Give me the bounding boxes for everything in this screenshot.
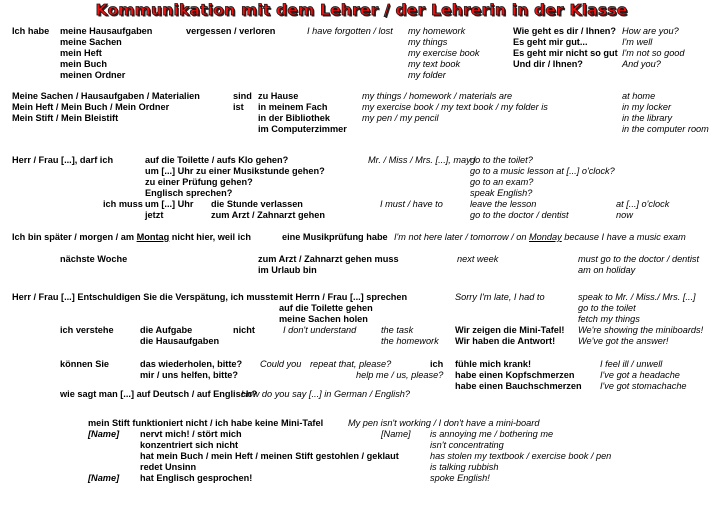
b7-complaint-de-0: nervt mich! / stört mich [140, 429, 242, 439]
b2-place-de-3: im Computerzimmer [258, 124, 347, 134]
block-koennen-sie [0, 359, 723, 407]
b3-action-en-0: go to the toilet? [470, 155, 533, 165]
b1-verb: vergessen / verloren [186, 26, 276, 36]
b5-tafel-en-1: We've got the answer! [578, 336, 669, 346]
b6-request-de-1: mir / uns helfen, bitte? [140, 370, 239, 380]
b2-en-subject-1: my exercise book / my text book / my folder is [362, 102, 548, 112]
b1-greeting-en-2: I'm not so good [622, 48, 685, 58]
b5-lead-de: Herr / Frau [...] Entschuldigen Sie die Verspätung, ich musste [12, 292, 279, 302]
block-darf-ich [0, 155, 723, 225]
b5-object-en-1: the homework [381, 336, 439, 346]
b4-alt-reason-en-1: am on holiday [578, 265, 636, 275]
b1-en-object-4: my folder [408, 70, 446, 80]
b3-muss-de: ich muss [103, 199, 143, 209]
b4-alt-time-en: next week [457, 254, 499, 264]
b1-object-2: mein Heft [60, 48, 102, 58]
b3-action-de-2: zu einer Prüfung gehen? [145, 177, 253, 187]
b2-verb-0: sind [233, 91, 252, 101]
b2-place-de-0: zu Hause [258, 91, 299, 101]
b1-greeting-en-1: I'm well [622, 37, 653, 47]
b7-name-label-de-0: [Name] [88, 429, 120, 439]
b5-action-en-0: speak to Mr. / Miss./ Mrs. [...] [578, 292, 696, 302]
b6-say-de: wie sagt man [...] auf Deutsch / auf Englisch? [60, 389, 258, 399]
b6-koennen-en: Could you [260, 359, 302, 369]
b7-pen-de: mein Stift funktioniert nicht / ich habe keine Mini-Tafel [88, 418, 324, 428]
b5-verstehe-en: I don't understand [283, 325, 357, 335]
block-entschuldigung [0, 292, 723, 350]
b3-time-de-0: um [...] Uhr [145, 199, 194, 209]
b5-action-de-0: mit Herrn / Frau [...] sprechen [279, 292, 408, 302]
b7-complaint-en-0: is annoying me / bothering me [430, 429, 554, 439]
b7-name-label-en-0: [Name] [381, 429, 411, 439]
b5-object-de-1: die Hausaufgaben [140, 336, 220, 346]
b3-muss-en: I must / have to [380, 199, 443, 209]
b4-reason-de: eine Musikprüfung habe [282, 232, 388, 242]
b7-complaint-de-1: konzentriert sich nicht [140, 440, 239, 450]
b6-feeling-de-1: habe einen Kopfschmerzen [455, 370, 575, 380]
b3-time-en-1: now [616, 210, 633, 220]
b7-complaint-de-2: hat mein Buch / mein Heft / meinen Stift gestohlen / geklaut [140, 451, 399, 461]
b4-lead-de-underline: Montag [136, 232, 170, 242]
b4-lead-en [394, 232, 686, 243]
b4-lead-en-post: because I have a music exam [561, 232, 686, 242]
b2-subject-2: Mein Stift / Mein Bleistift [12, 113, 119, 123]
b4-lead-de [12, 232, 251, 243]
b3-lead-de: Herr / Frau [...], darf ich [12, 155, 114, 165]
b4-lead-en-underline: Monday [529, 232, 562, 242]
b3-action-de-3: Englisch sprechen? [145, 188, 233, 198]
b1-en-object-3: my text book [408, 59, 461, 69]
b5-negation-de: nicht [233, 325, 255, 335]
b6-feeling-en-2: I've got stomachache [600, 381, 687, 391]
b5-action-de-1: auf die Toilette gehen [279, 303, 373, 313]
b7-english-en: spoke English! [430, 473, 490, 483]
b6-request-en-0: repeat that, please? [310, 359, 392, 369]
b2-place-en-3: in the computer room [622, 124, 709, 134]
b3-action-en-3: speak English? [470, 188, 533, 198]
page-title: Kommunikation mit dem Lehrer / der Lehrerin in der Klasse [95, 1, 628, 19]
b1-en-verb: I have forgotten / lost [307, 26, 393, 36]
b2-en-subject-0: my things / homework / materials are [362, 91, 513, 101]
b3-muss-action-de-0: die Stunde verlassen [211, 199, 303, 209]
b3-muss-action-en-0: leave the lesson [470, 199, 537, 209]
b4-lead-en-pre: I'm not here later / tomorrow / on [394, 232, 530, 242]
b3-action-de-1: um [...] Uhr zu einer Musikstunde gehen? [145, 166, 325, 176]
b6-feeling-en-1: I've got a headache [600, 370, 680, 380]
b7-english-de: hat Englisch gesprochen! [140, 473, 253, 483]
b6-feeling-en-0: I feel ill / unwell [600, 359, 663, 369]
b3-action-en-2: go to an exam? [470, 177, 534, 187]
block-nicht-hier [0, 232, 723, 280]
b1-object-1: meine Sachen [60, 37, 122, 47]
b2-place-en-1: in my locker [622, 102, 672, 112]
b3-lead-en: Mr. / Miss / Mrs. [...], may I [368, 155, 476, 165]
b7-complaint-en-2: has stolen my textbook / exercise book / pen [430, 451, 612, 461]
b4-lead-de-pre: Ich bin später / morgen / am [12, 232, 137, 242]
b2-place-de-2: in der Bibliothek [258, 113, 330, 123]
b6-say-en: How do you say [...] in German / English? [241, 389, 411, 399]
b6-request-de-0: das wiederholen, bitte? [140, 359, 243, 369]
b3-time-en-0: at [...] o'clock [616, 199, 670, 209]
b5-action-en-2: fetch my things [578, 314, 640, 324]
b5-tafel-de-1: Wir haben die Antwort! [455, 336, 556, 346]
b5-action-en-1: go to the toilet [578, 303, 636, 313]
b5-object-de-0: die Aufgabe [140, 325, 193, 335]
block-meine-sachen [0, 91, 723, 139]
b4-alt-time-de: nächste Woche [60, 254, 128, 264]
b5-verstehe-de: ich verstehe [60, 325, 114, 335]
b1-object-0: meine Hausaufgaben [60, 26, 153, 36]
b2-place-en-2: in the library [622, 113, 673, 123]
b7-complaint-en-1: isn't concentrating [430, 440, 504, 450]
b3-time-de-1: jetzt [145, 210, 164, 220]
b2-place-de-1: in meinem Fach [258, 102, 328, 112]
b1-greeting-de-3: Und dir / Ihnen? [513, 59, 583, 69]
b1-subject: Ich habe [12, 26, 50, 36]
b1-en-object-0: my homework [408, 26, 466, 36]
b1-greeting-de-0: Wie geht es dir / Ihnen? [513, 26, 617, 36]
b4-alt-reason-en-0: must go to the doctor / dentist [578, 254, 700, 264]
b3-muss-action-en-1: go to the doctor / dentist [470, 210, 569, 220]
b1-object-4: meinen Ordner [60, 70, 126, 80]
b4-lead-de-post: nicht hier, weil ich [169, 232, 251, 242]
b1-greeting-de-2: Es geht mir nicht so gut [513, 48, 618, 58]
b1-en-object-1: my things [408, 37, 448, 47]
b2-verb-1: ist [233, 102, 244, 112]
b5-tafel-en-0: We're showing the miniboards! [578, 325, 704, 335]
b5-tafel-de-0: Wir zeigen die Mini-Tafel! [455, 325, 565, 335]
b7-complaint-de-3: redet Unsinn [140, 462, 197, 472]
b7-name-label-de-1: [Name] [88, 473, 120, 483]
b6-feeling-de-0: fühle mich krank! [455, 359, 532, 369]
b6-request-en-1: help me / us, please? [356, 370, 444, 380]
b1-object-3: mein Buch [60, 59, 107, 69]
b3-action-en-1: go to a music lesson at [...] o'clock? [470, 166, 615, 176]
page-title-wrapper [0, 1, 723, 20]
b6-feeling-de-2: habe einen Bauchschmerzen [455, 381, 582, 391]
b2-subject-0: Meine Sachen / Hausaufgaben / Materialien [12, 91, 200, 101]
b3-action-de-0: auf die Toilette / aufs Klo gehen? [145, 155, 289, 165]
block-name-komplikationen [0, 418, 723, 488]
b7-complaint-en-3: is talking rubbish [430, 462, 499, 472]
b2-en-subject-2: my pen / my pencil [362, 113, 439, 123]
b5-object-en-0: the task [381, 325, 414, 335]
b1-en-object-2: my exercise book [408, 48, 480, 58]
b2-place-en-0: at home [622, 91, 656, 101]
b5-lead-en: Sorry I'm late, I had to [455, 292, 545, 302]
b6-koennen-de: können Sie [60, 359, 110, 369]
b1-greeting-de-1: Es geht mir gut... [513, 37, 588, 47]
b4-alt-reason-de-0: zum Arzt / Zahnarzt gehen muss [258, 254, 399, 264]
block-ich-habe [0, 26, 723, 84]
b4-alt-reason-de-1: im Urlaub bin [258, 265, 317, 275]
b7-pen-en: My pen isn't working / I don't have a mini-board [348, 418, 540, 428]
b5-action-de-2: meine Sachen holen [279, 314, 368, 324]
b1-greeting-en-3: And you? [622, 59, 661, 69]
b6-ich-de: ich [430, 359, 444, 369]
b2-subject-1: Mein Heft / Mein Buch / Mein Ordner [12, 102, 170, 112]
b3-muss-action-de-1: zum Arzt / Zahnarzt gehen [211, 210, 325, 220]
b1-greeting-en-0: How are you? [622, 26, 679, 36]
